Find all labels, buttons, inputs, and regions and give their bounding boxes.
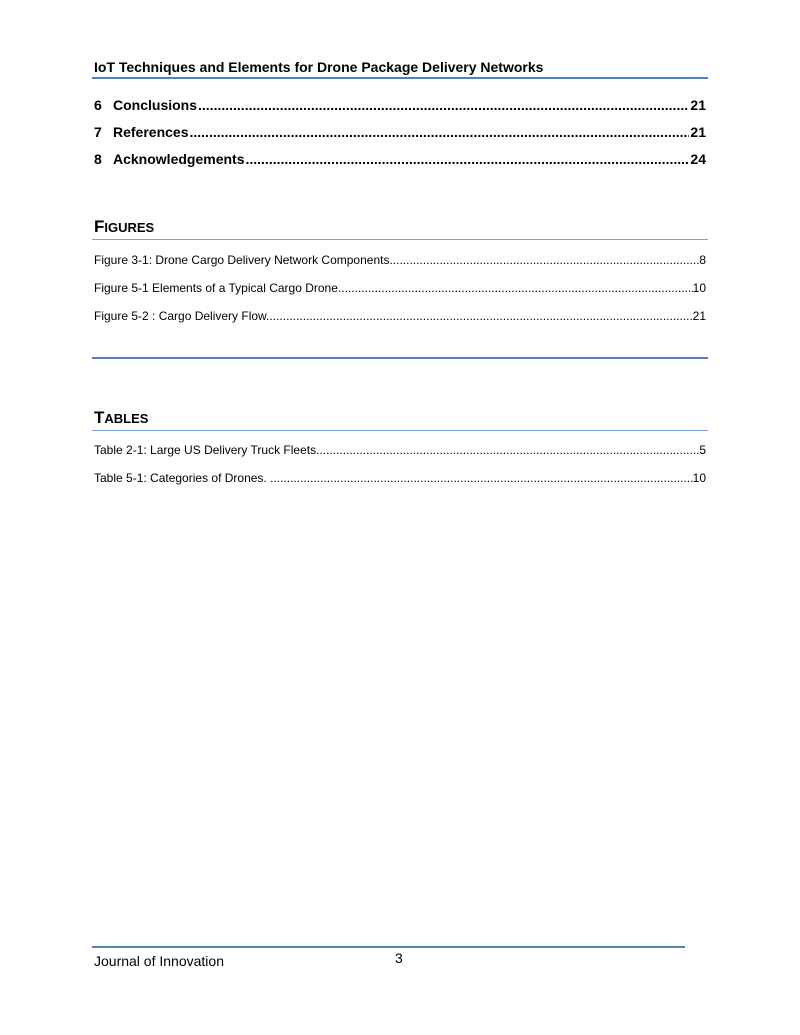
- running-header: IoT Techniques and Elements for Drone Package Delivery Networks: [94, 59, 544, 75]
- figure-page: 21: [692, 309, 706, 323]
- toc-entry[interactable]: [94, 150, 706, 168]
- table-list-entry[interactable]: [94, 442, 706, 458]
- footer-rule: [92, 946, 685, 948]
- header-rule: [92, 77, 708, 79]
- table-page: 10: [692, 471, 706, 485]
- tables-heading-cap: T: [94, 408, 105, 427]
- table-label: Table 2-1: Large US Delivery Truck Fleets.: [94, 443, 320, 457]
- toc-entry[interactable]: [94, 96, 706, 114]
- footer-journal-name: Journal of Innovation: [94, 953, 224, 969]
- tables-heading: [94, 408, 148, 429]
- figure-page: 10: [692, 281, 706, 295]
- toc-title: References: [113, 124, 189, 140]
- dot-leader: [190, 123, 690, 141]
- figures-heading: [94, 217, 154, 238]
- table-label: Table 5-1: Categories of Drones.: [94, 471, 271, 485]
- footer-page-number: 3: [395, 950, 403, 966]
- section-divider: [92, 357, 708, 359]
- figure-label: Figure 5-1 Elements of a Typical Cargo Drone.: [94, 281, 342, 295]
- tables-heading-rest: ABLES: [104, 411, 149, 426]
- dot-leader: [269, 308, 692, 324]
- table-list-entry[interactable]: [94, 470, 706, 486]
- dot-leader: [270, 470, 693, 486]
- toc-title: Acknowledgements: [113, 151, 245, 167]
- figure-label: Figure 5-2 : Cargo Delivery Flow.: [94, 309, 270, 323]
- toc-page: 24: [690, 151, 706, 167]
- toc-number: 8: [94, 151, 102, 167]
- table-page: 5: [699, 443, 706, 457]
- dot-leader: [245, 150, 689, 168]
- tables-heading-rule: [92, 430, 708, 431]
- toc-number: 7: [94, 124, 102, 140]
- figures-heading-rule: [92, 239, 708, 240]
- figure-list-entry[interactable]: [94, 252, 706, 268]
- dot-leader: [198, 96, 689, 114]
- toc-page: 21: [690, 97, 706, 113]
- toc-number: 6: [94, 97, 102, 113]
- toc-entry[interactable]: [94, 123, 706, 141]
- figure-page: 8: [699, 253, 706, 267]
- figures-heading-cap: F: [94, 217, 105, 236]
- dot-leader: [341, 280, 692, 296]
- dot-leader: [319, 442, 699, 458]
- figure-list-entry[interactable]: [94, 280, 706, 296]
- figures-heading-rest: IGURES: [104, 220, 155, 235]
- dot-leader: [393, 252, 700, 268]
- toc-title: Conclusions: [113, 97, 198, 113]
- figure-list-entry[interactable]: [94, 308, 706, 324]
- figure-label: Figure 3-1: Drone Cargo Delivery Network Components.: [94, 253, 393, 267]
- toc-page: 21: [690, 124, 706, 140]
